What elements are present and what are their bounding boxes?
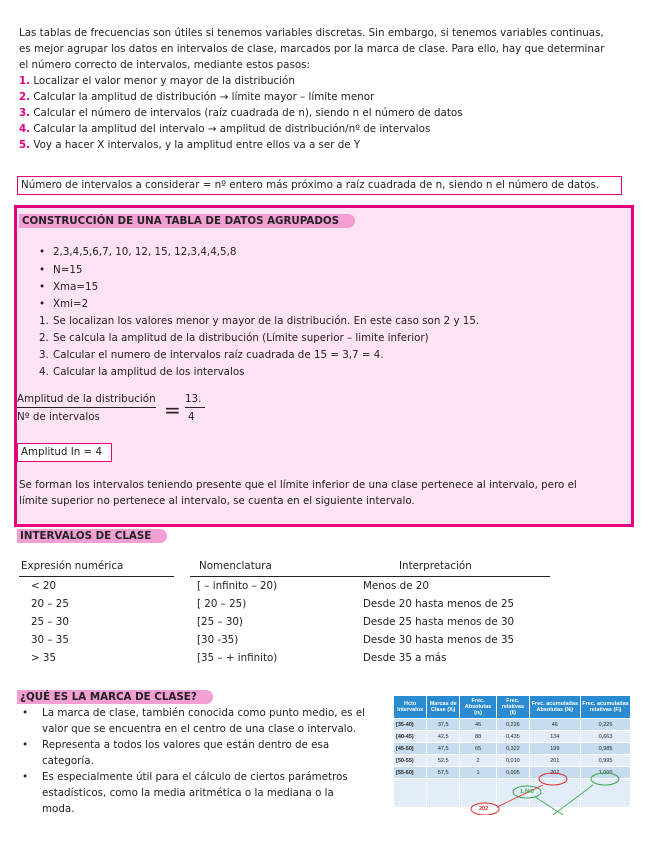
text-line: Las tablas de frecuencias son útiles si tenemos variables discretas. Sin embargo, si tenemos variables continuas, bbox=[19, 27, 604, 39]
bullet-icon: • bbox=[39, 264, 46, 276]
item-number: 3. bbox=[39, 349, 49, 361]
intro-paragraph bbox=[19, 25, 639, 73]
table-cell: [35 – + infinito) bbox=[197, 652, 278, 664]
list-item bbox=[19, 89, 639, 105]
table-cell: 2 bbox=[460, 755, 497, 767]
section-title: CONSTRUCCIÓN DE UNA TABLA DE DATOS AGRUPADOS bbox=[19, 214, 355, 228]
list-item bbox=[19, 137, 639, 153]
step-text: Voy a hacer X intervalos, y la amplitud entre ellos va a ser de Y bbox=[33, 139, 361, 151]
note-box: Número de intervalos a considerar = nº entero más próximo a raíz cuadrada de n, siendo n el número de datos. bbox=[17, 176, 622, 195]
bullet-icon: • bbox=[39, 298, 46, 310]
step-text: Calcular el número de intervalos (raíz cuadrada de n), siendo n el número de datos bbox=[33, 107, 463, 119]
step-number: 3. bbox=[19, 107, 31, 119]
text-line: Es especialmente útil para el cálculo de ciertos parámetros bbox=[42, 771, 348, 783]
bullet-icon: • bbox=[39, 246, 46, 258]
table-cell: 0,663 bbox=[581, 731, 631, 743]
list-item bbox=[39, 246, 236, 258]
green-ellipse-icon bbox=[591, 773, 619, 785]
table-cell: 201 bbox=[529, 755, 580, 767]
red-ellipse-icon bbox=[539, 773, 567, 785]
step-number: 4. bbox=[19, 123, 31, 135]
table-cell: Desde 35 a más bbox=[363, 652, 447, 664]
table-cell: Desde 20 hasta menos de 25 bbox=[363, 598, 515, 610]
table-cell: [45-50) bbox=[394, 743, 427, 755]
text-line: categoría. bbox=[42, 755, 94, 767]
bullet-text: 2,3,4,5,6,7, 10, 12, 15, 12,3,4,4,5,8 bbox=[53, 246, 237, 258]
column-header: Expresión numérica bbox=[21, 560, 124, 572]
list-item bbox=[39, 281, 98, 293]
column-header: Marcas de Clase (Xᵢ) bbox=[427, 696, 460, 719]
red-annotation: 202 bbox=[479, 806, 489, 812]
bullet-icon: • bbox=[22, 707, 29, 719]
item-number: 2. bbox=[39, 332, 49, 344]
item-text: Se calcula la amplitud de la distribución (Límite superior – limite inferior) bbox=[53, 332, 429, 344]
item-number: 4. bbox=[39, 366, 49, 378]
bullet-text: Xma=15 bbox=[53, 281, 99, 293]
text-line: valor que se encuentra en el centro de una clase o intervalo. bbox=[42, 723, 357, 735]
list-item bbox=[22, 737, 382, 769]
table-cell: Desde 30 hasta menos de 35 bbox=[363, 634, 515, 646]
frequency-table-image bbox=[393, 695, 631, 815]
table-cell: 0,005 bbox=[497, 767, 529, 779]
item-number: 1. bbox=[39, 315, 49, 327]
section-title: INTERVALOS DE CLASE bbox=[17, 529, 167, 543]
list-item bbox=[39, 315, 479, 327]
table-cell: 1,000 bbox=[581, 767, 631, 779]
table-cell: > 35 bbox=[31, 652, 57, 664]
formula-right-denominator: 4 bbox=[188, 411, 195, 423]
text-line: límite superior no pertenece al intervalo, se cuenta en el siguiente intervalo. bbox=[19, 495, 415, 507]
bullet-text: N=15 bbox=[53, 264, 83, 276]
table-cell: 20 – 25 bbox=[31, 598, 69, 610]
item-text: Se localizan los valores menor y mayor de la distribución. En este caso son 2 y 15. bbox=[53, 315, 480, 327]
list-item bbox=[39, 349, 384, 361]
table-cell: 0,226 bbox=[497, 719, 529, 731]
text-line: el número correcto de intervalos, mediante estos pasos: bbox=[19, 59, 310, 71]
table-cell: 65 bbox=[460, 743, 497, 755]
table-cell: 134 bbox=[529, 731, 580, 743]
column-header: Frec. acumuladas relativas (Fᵢ) bbox=[581, 696, 631, 719]
column-header: Hcto Intervalos bbox=[394, 696, 427, 719]
list-item bbox=[22, 769, 382, 817]
formula-denominator: Nº de intervalos bbox=[17, 411, 100, 423]
table-cell: 199 bbox=[529, 743, 580, 755]
list-item bbox=[22, 705, 382, 737]
table-cell: 0,435 bbox=[497, 731, 529, 743]
table-cell: 47,5 bbox=[427, 743, 460, 755]
list-item bbox=[39, 366, 245, 378]
table-cell: 46 bbox=[460, 719, 497, 731]
section-title: ¿QUÉ ES LA MARCA DE CLASE? bbox=[17, 690, 213, 704]
table-cell: Desde 25 hasta menos de 30 bbox=[363, 616, 515, 628]
column-header: Nomenclatura bbox=[199, 560, 272, 572]
column-header: Interpretación bbox=[399, 560, 472, 572]
table-cell: 42,5 bbox=[427, 731, 460, 743]
table-cell: 0,985 bbox=[581, 743, 631, 755]
table-cell: [40-45) bbox=[394, 731, 427, 743]
list-item bbox=[19, 105, 639, 121]
green-arrow-line bbox=[553, 785, 593, 815]
step-number: 5. bbox=[19, 139, 31, 151]
table-cell: [55-60) bbox=[394, 767, 427, 779]
table-cell: [ 20 – 25) bbox=[197, 598, 247, 610]
header-underline bbox=[190, 576, 348, 577]
formula-right-numerator: 13. bbox=[185, 393, 205, 408]
table-cell: 46 bbox=[529, 719, 580, 731]
table-cell: [35-40) bbox=[394, 719, 427, 731]
list-item bbox=[19, 73, 639, 89]
annotation-overlay bbox=[393, 695, 631, 815]
list-item bbox=[39, 264, 82, 276]
table-cell: 52,5 bbox=[427, 755, 460, 767]
text-line: estadísticos, como la media aritmética o la mediana o la bbox=[42, 787, 334, 799]
amplitud-box: Amplitud In = 4 bbox=[17, 443, 112, 462]
table-cell: 57,5 bbox=[427, 767, 460, 779]
bullet-icon: • bbox=[39, 281, 46, 293]
table-cell: 0,010 bbox=[497, 755, 529, 767]
list-item bbox=[19, 121, 639, 137]
text-line: es mejor agrupar los datos en intervalos de clase, marcados por la marca de clase. Para ello, hay que determinar bbox=[19, 43, 605, 55]
column-header: Frec. acumuladas Absolutas (Nᵢ) bbox=[529, 696, 580, 719]
step-text: Calcular la amplitud del intervalo → amplitud de distribución/nº de intervalos bbox=[33, 123, 431, 135]
header-underline bbox=[348, 576, 550, 577]
table-cell: 88 bbox=[460, 731, 497, 743]
step-text: Localizar el valor menor y mayor de la distribución bbox=[33, 75, 295, 87]
step-number: 1. bbox=[19, 75, 31, 87]
table-cell: 0,995 bbox=[581, 755, 631, 767]
table-cell: [ – infinito – 20) bbox=[197, 580, 278, 592]
table-cell: 1 bbox=[460, 767, 497, 779]
item-text: Calcular el numero de intervalos raíz cuadrada de 15 = 3,7 = 4. bbox=[53, 349, 384, 361]
table-cell: 0,226 bbox=[581, 719, 631, 731]
table-cell: < 20 bbox=[31, 580, 57, 592]
table-cell: 202 bbox=[529, 767, 580, 779]
table-cell: 25 – 30 bbox=[31, 616, 69, 628]
formula-equals: = bbox=[164, 398, 181, 422]
step-number: 2. bbox=[19, 91, 31, 103]
list-item bbox=[39, 332, 429, 344]
bullet-icon: • bbox=[22, 739, 29, 751]
table-cell: Menos de 20 bbox=[363, 580, 429, 592]
table-cell: 37,5 bbox=[427, 719, 460, 731]
list-item bbox=[39, 298, 88, 310]
text-line: Se forman los intervalos teniendo presente que el límite inferior de una clase pertenece al intervalo, pero el bbox=[19, 479, 577, 491]
steps-list bbox=[19, 73, 639, 153]
text-line: Representa a todos los valores que están dentro de esa bbox=[42, 739, 330, 751]
step-text: Calcular la amplitud de distribución → límite mayor – límite menor bbox=[33, 91, 375, 103]
table-cell: [25 – 30) bbox=[197, 616, 243, 628]
green-arrow-line bbox=[535, 797, 563, 815]
column-header: Frec. Absolutas (nᵢ) bbox=[460, 696, 497, 719]
table-cell: 30 – 35 bbox=[31, 634, 69, 646]
green-annotation: 1,000 bbox=[520, 789, 534, 795]
header-underline bbox=[19, 576, 174, 577]
formula-numerator: Amplitud de la distribución bbox=[17, 393, 156, 408]
table-cell: [30 -35) bbox=[197, 634, 239, 646]
item-text: Calcular la amplitud de los intervalos bbox=[53, 366, 245, 378]
bullet-icon: • bbox=[22, 771, 29, 783]
table-cell: 0,322 bbox=[497, 743, 529, 755]
text-line: La marca de clase, también conocida como punto medio, es el bbox=[42, 707, 366, 719]
table-cell: [50-55) bbox=[394, 755, 427, 767]
text-line: moda. bbox=[42, 803, 75, 815]
closing-paragraph bbox=[19, 477, 639, 509]
bullet-text: Xmi=2 bbox=[53, 298, 89, 310]
column-header: Frec. relativas (fᵢ) bbox=[497, 696, 529, 719]
marca-list bbox=[22, 705, 382, 817]
